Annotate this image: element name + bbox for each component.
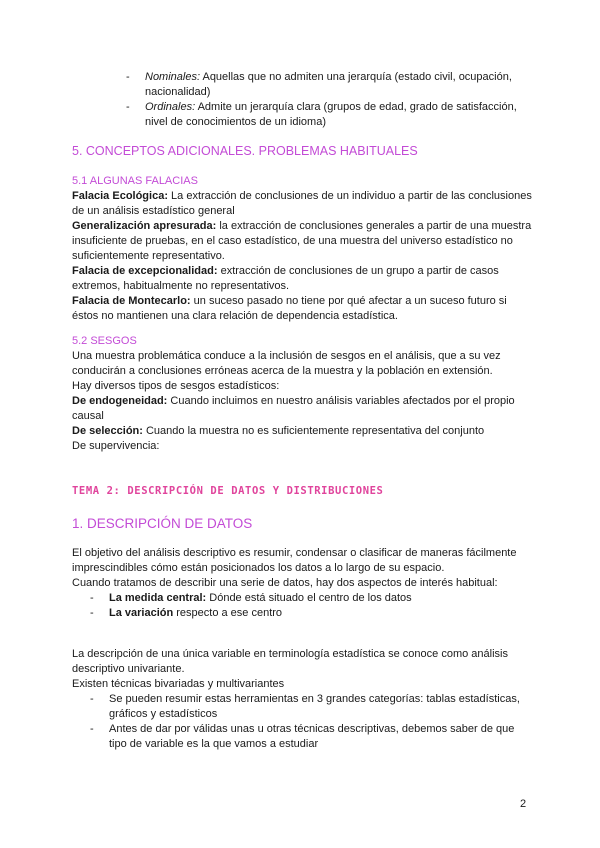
term: De selección:	[72, 425, 143, 437]
bullet-text: Antes de dar por válidas unas u otras técnicas descriptivas, debemos saber de que tipo de variable es la que vamos a estudiar	[109, 723, 515, 750]
term-ordinales: Ordinales:	[145, 101, 196, 113]
descripcion-datos-body	[72, 546, 532, 621]
definition: Cuando la muestra no es suficientemente representativa del conjunto	[142, 425, 485, 437]
sesgo-supervivencia: De supervivencia:	[72, 440, 160, 452]
sesgos-types-intro: Hay diversos tipos de sesgos estadísticos:	[72, 380, 280, 392]
list-item: - Ordinales: Admite un jerarquía clara (grupos de edad, grado de satisfacción, nivel de conocimientos de un idioma)	[126, 101, 517, 128]
definition: extracción de conclusiones de un grupo a partir de casos extremos, habitualmente no representativos.	[72, 265, 499, 292]
variable-types-list	[72, 70, 532, 130]
sesgo-endogeneidad	[72, 394, 532, 424]
term: Falacia de excepcionalidad:	[72, 265, 218, 277]
page-number: 2	[520, 798, 527, 810]
falacias-section	[72, 174, 532, 324]
term: La variación	[109, 607, 174, 619]
term: Falacia de Montecarlo:	[72, 295, 191, 307]
sesgos-section	[72, 334, 532, 454]
falacia-ecologica	[72, 189, 532, 219]
term: Falacia Ecológica:	[72, 190, 168, 202]
definition-ordinales: Admite un jerarquía clara (grupos de edad, grado de satisfacción, nivel de conocimientos de un idioma)	[145, 101, 517, 128]
paragraph: Cuando tratamos de describir una serie de datos, hay dos aspectos de interés habitual:	[72, 577, 498, 589]
definition: Cuando incluimos en nuestro análisis variables afectados por el propio causal	[72, 395, 515, 422]
list-item: - Antes de dar por válidas unas u otras técnicas descriptivas, debemos saber de que tipo de variable es la que vamos a estudiar	[90, 723, 515, 750]
term-nominales: Nominales:	[145, 71, 201, 83]
generalizacion-apresurada	[72, 219, 532, 264]
sesgos-heading: 5.2 SESGOS	[72, 335, 137, 347]
paragraph: Existen técnicas bivariadas y multivariantes	[72, 678, 285, 690]
paragraph: La descripción de una única variable en terminología estadística se conoce como análisis descriptivo univariante.	[72, 648, 508, 675]
definition: La extracción de conclusiones de un individuo a partir de las conclusiones de un análisis estadístico general	[72, 190, 532, 217]
falacia-excepcionalidad	[72, 264, 532, 294]
definition: la extracción de conclusiones generales a partir de una muestra insuficiente de pruebas, en el caso estadístico, de una muestra del universo estadístico no suficientemente representativo.	[72, 220, 532, 262]
sesgos-intro: Una muestra problemática conduce a la inclusión de sesgos en el análisis, que a su vez conducirán a conclusiones erróneas acerca de la muestra y la población en extensión.	[72, 350, 501, 377]
section-5-heading: 5. CONCEPTOS ADICIONALES. PROBLEMAS HABITUALES	[72, 144, 418, 158]
univariante-body	[72, 647, 532, 752]
term: De endogeneidad:	[72, 395, 168, 407]
paragraph: El objetivo del análisis descriptivo es resumir, condensar o clasificar de maneras fácilmente imprescindibles cómo están posicionados los datos a lo largo de su espacio.	[72, 547, 517, 574]
definition-nominales: Aquellas que no admiten una jerarquía (estado civil, ocupación, nacionalidad)	[145, 71, 512, 98]
list-item: - La variación respecto a ese centro	[90, 607, 283, 619]
list-item: - Se pueden resumir estas herramientas en 3 grandes categorías: tablas estadísticas, gráficos y estadísticos	[90, 693, 520, 720]
descripcion-datos-heading: 1. DESCRIPCIÓN DE DATOS	[72, 516, 253, 531]
sesgo-seleccion	[72, 424, 532, 439]
falacias-heading: 5.1 ALGUNAS FALACIAS	[72, 175, 198, 187]
list-item: - La medida central: Dónde está situado el centro de los datos	[90, 592, 412, 604]
tema-2-heading: TEMA 2: DESCRIPCIÓN DE DATOS Y DISTRIBUCIONES	[72, 485, 384, 497]
term: Generalización apresurada:	[72, 220, 217, 232]
list-item: - Nominales: Aquellas que no admiten una jerarquía (estado civil, ocupación, nacionalidad)	[126, 71, 512, 98]
bullet-text: Se pueden resumir estas herramientas en 3 grandes categorías: tablas estadísticas, gráficos y estadísticos	[109, 693, 520, 720]
definition: Dónde está situado el centro de los datos	[206, 592, 412, 604]
definition: un suceso pasado no tiene por qué afectar a un suceso futuro si éstos no mantienen una clara relación de dependencia estadística.	[72, 295, 507, 322]
term: La medida central:	[109, 592, 207, 604]
definition: respecto a ese centro	[173, 607, 283, 619]
falacia-montecarlo	[72, 294, 532, 324]
